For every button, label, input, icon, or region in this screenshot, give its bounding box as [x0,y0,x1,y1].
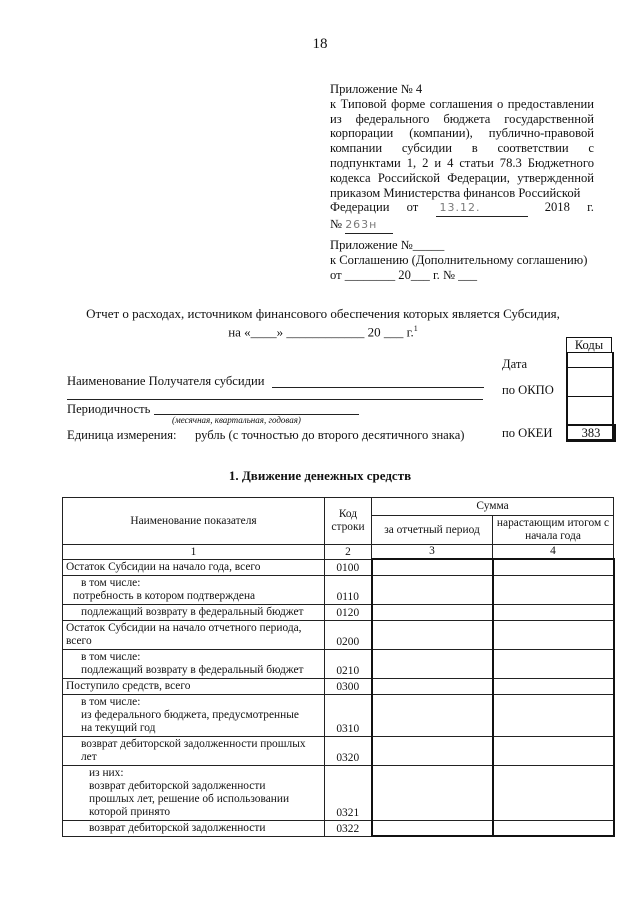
from-word: от [406,200,419,215]
row-text: прошлых лет, решение об использовании [89,792,290,805]
recipient-name-line [272,387,484,388]
row-code: 0100 [325,559,372,575]
okei-code-value: 383 [566,424,616,442]
row-code: 0120 [325,604,372,620]
federation-word: Федерации [330,200,390,215]
report-title [40,306,606,339]
row-text: потребность в котором подтверждена [73,589,256,602]
row-text: на текущий год [81,721,156,734]
row-text: подлежащий возврату в федеральный бюджет [81,663,304,676]
row-code: 0321 [325,765,372,820]
report-date-text: на «____» ____________ 20 ___ г. [228,324,414,340]
table-row [63,820,614,836]
header-code: Код строки [325,498,372,545]
row-code: 0320 [325,736,372,765]
row-text: в том числе: [81,576,141,589]
row-label [63,694,325,736]
annex-agreement-subtitle: к Соглашению (Дополнительному соглашению) [330,253,588,267]
table-row [63,620,614,649]
annex-main [330,82,594,234]
row-label [63,820,325,836]
header-indicator: Наименование показателя [63,498,325,545]
row-code: 0200 [325,620,372,649]
period-value-cell[interactable] [372,604,493,620]
table-row [63,765,614,820]
cumulative-value-cell[interactable] [493,678,614,694]
row-text: подлежащий возврату в федеральный бюджет [81,605,304,618]
row-text: возврат дебиторской задолженности прошлых [81,737,306,750]
annex-number-line [330,217,594,234]
table-row [63,736,614,765]
annex-order-line [330,200,594,217]
codes-date-cell [568,353,612,368]
report-title-line1: Отчет о расходах, источником финансового обеспечения которых является Субсидия, [86,306,560,321]
header-cumulative: нарастающим итогом с начала года [493,516,614,545]
period-value-cell[interactable] [372,620,493,649]
number-sign: № [330,217,343,232]
row-text: лет [81,750,97,763]
row-code: 0322 [325,820,372,836]
period-value-cell[interactable] [372,575,493,604]
row-label [63,604,325,620]
annex-main-body: к Типовой форме соглашения о предоставлении из федерального бюджета государственной корпорации (компании), публично-правовой компании субсидии в соответствии с подпунктами 1, 2 и 4 статьи 78.3 Бюджетного кодекса Российской Федерации, утвержденной приказом Министерства финансов Российской [330,96,594,200]
period-value-cell[interactable] [372,678,493,694]
row-text: всего [66,634,92,647]
codes-header: Коды [566,337,612,352]
period-value-cell[interactable] [372,694,493,736]
period-value-cell[interactable] [372,649,493,678]
order-date: 13.12. [436,201,528,217]
table-row [63,575,614,604]
section-title: 1. Движение денежных средств [228,468,412,483]
period-value-cell[interactable] [372,736,493,765]
cash-flow-table [62,497,615,837]
order-year: 2018 [544,200,570,215]
order-year-suffix: г. [587,200,594,215]
table-row [63,559,614,575]
periodicity-hint: (месячная, квартальная, годовая) [172,415,301,425]
row-text: возврат дебиторской задолженности [89,821,266,834]
order-number: 263н [345,218,393,234]
row-label [63,736,325,765]
row-text: Остаток Субсидии на начало отчетного периода, [66,621,302,634]
col-number-1: 1 [63,545,325,560]
unit-value: рубль (с точностью до второго десятичного знака) [195,428,465,442]
annex-agreement [330,238,606,283]
row-text: в том числе: [81,650,141,663]
row-text: возврат дебиторской задолженности [89,779,266,792]
row-code: 0310 [325,694,372,736]
cumulative-value-cell[interactable] [493,604,614,620]
cumulative-value-cell[interactable] [493,575,614,604]
col-number-2: 2 [325,545,372,560]
row-text: в том числе: [81,695,141,708]
header-sum: Сумма [372,498,614,516]
col-number-3: 3 [372,545,493,560]
cumulative-value-cell[interactable] [493,736,614,765]
period-value-cell[interactable] [372,820,493,836]
cumulative-value-cell[interactable] [493,820,614,836]
cumulative-value-cell[interactable] [493,694,614,736]
annex-main-title: Приложение № 4 [330,82,423,96]
period-value-cell[interactable] [372,559,493,575]
row-text: которой принято [89,805,171,818]
unit-label: Единица измерения: [67,428,177,442]
header-period: за отчетный период [372,516,493,545]
cumulative-value-cell[interactable] [493,559,614,575]
row-code: 0110 [325,575,372,604]
cumulative-value-cell[interactable] [493,765,614,820]
table-row [63,678,614,694]
recipient-name-line-2 [67,399,483,400]
codes-okpo-cell [568,368,612,397]
table-row [63,649,614,678]
row-code: 0300 [325,678,372,694]
row-label [63,620,325,649]
recipient-label: Наименование Получателя субсидии [67,374,265,388]
row-label [63,559,325,575]
col-number-4: 4 [493,545,614,560]
row-text: Остаток Субсидии на начало года, всего [66,560,261,573]
row-label [63,649,325,678]
row-label [63,678,325,694]
row-code: 0210 [325,649,372,678]
page-number: 18 [312,36,328,52]
row-label [63,765,325,820]
annex-agreement-date-line: от ________ 20___ г. № ___ [330,268,478,282]
row-text: из федерального бюджета, предусмотренные [81,708,299,721]
table-row [63,604,614,620]
okei-label: по ОКЕИ [502,426,553,440]
row-text: Поступило средств, всего [66,679,191,692]
row-text: из них: [89,766,124,779]
table-row [63,694,614,736]
cumulative-value-cell[interactable] [493,649,614,678]
period-value-cell[interactable] [372,765,493,820]
date-label: Дата [502,357,528,371]
okpo-label: по ОКПО [502,383,554,397]
periodicity-label: Периодичность [67,402,151,416]
cumulative-value-cell[interactable] [493,620,614,649]
report-title-line2 [40,321,606,339]
row-label [63,575,325,604]
footnote-mark: 1 [413,324,418,333]
annex-agreement-title: Приложение №_____ [330,238,445,252]
